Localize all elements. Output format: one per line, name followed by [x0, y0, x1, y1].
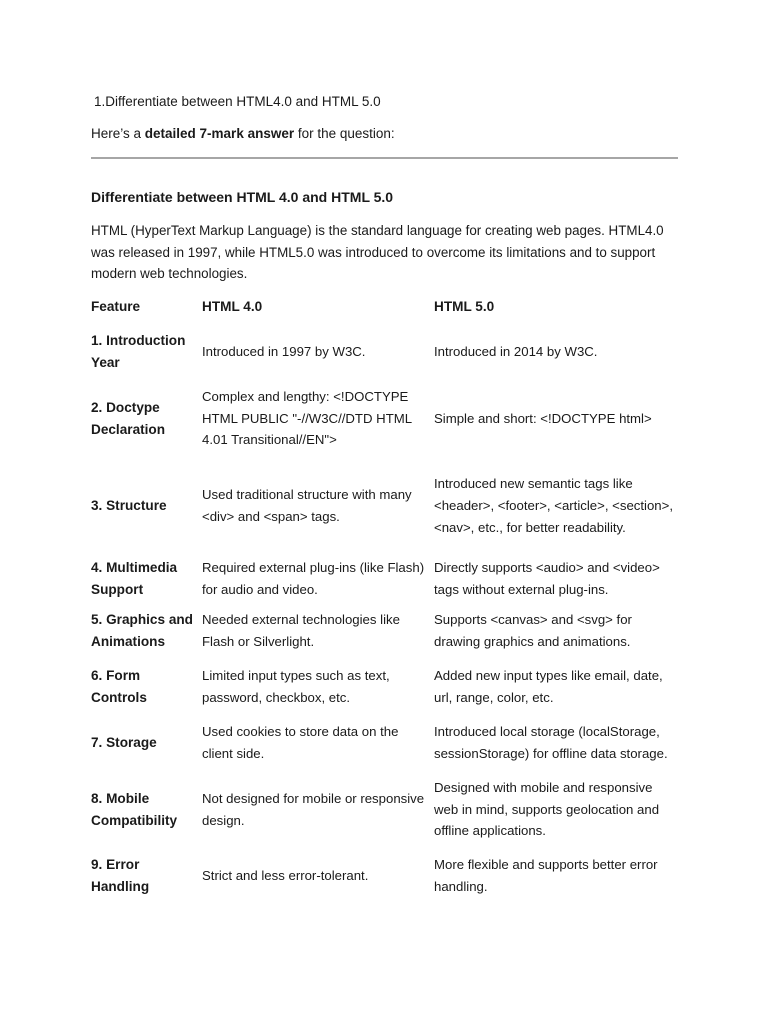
table-row — [89, 848, 681, 904]
html5-cell: Supports <canvas> and <svg> for drawing graphics and animations. — [434, 612, 632, 649]
html5-cell: Designed with mobile and responsive web in mind, supports geolocation and offline applications. — [434, 779, 660, 839]
html4-cell: Limited input types such as text, password, checkbox, etc. — [202, 668, 390, 705]
intro-line — [91, 126, 395, 141]
html5-cell: Introduced new semantic tags like <header>, <footer>, <article>, <section>, <nav>, etc., for better readability. — [434, 476, 674, 535]
html4-cell: Used cookies to store data on the client side. — [202, 724, 399, 761]
intro-prefix: Here’s a — [91, 126, 145, 141]
html5-cell: Added new input types like email, date, url, range, color, etc. — [434, 668, 663, 705]
feature-cell: 6. Form Controls — [91, 668, 147, 705]
section-heading: Differentiate between HTML 4.0 and HTML 5.0 — [91, 189, 394, 205]
html4-cell: Required external plug-ins (like Flash) for audio and video. — [202, 560, 425, 597]
comparison-table — [89, 290, 681, 904]
feature-cell: 7. Storage — [91, 735, 157, 751]
html5-cell: Introduced in 2014 by W3C. — [434, 344, 598, 360]
feature-cell: 2. Doctype Declaration — [91, 399, 166, 437]
table-row — [89, 771, 681, 848]
table-row — [89, 715, 681, 771]
html4-cell: Needed external technologies like Flash or Silverlight. — [202, 612, 400, 649]
table-row — [89, 659, 681, 715]
html4-cell: Strict and less error-tolerant. — [202, 868, 369, 884]
table-row — [89, 457, 681, 555]
feature-cell: 1. Introduction Year — [91, 333, 186, 370]
question-text: 1.Differentiate between HTML4.0 and HTML 5.0 — [94, 94, 381, 109]
feature-cell: 9. Error Handling — [91, 857, 150, 894]
feature-cell: 5. Graphics and Animations — [91, 612, 193, 649]
html5-cell: More flexible and supports better error handling. — [434, 857, 658, 894]
html4-cell: Complex and lengthy: <!DOCTYPE HTML PUBLIC "-//W3C//DTD HTML 4.01 Transitional//EN"> — [202, 388, 412, 448]
table-row — [89, 324, 681, 380]
table-header-row — [89, 290, 681, 324]
intro-paragraph: HTML (HyperText Markup Language) is the standard language for creating web pages. HTML4.0 was released in 1997, while HTML5.0 was introduced to overcome its limitations and to support modern web technologies. — [91, 223, 664, 282]
table-row — [89, 380, 681, 457]
table-row — [89, 555, 681, 603]
html4-cell: Introduced in 1997 by W3C. — [202, 344, 366, 360]
horizontal-rule — [91, 157, 678, 159]
header-feature: Feature — [91, 299, 141, 315]
feature-cell: 4. Multimedia Support — [91, 560, 178, 597]
html4-cell: Not designed for mobile or responsive design. — [202, 790, 425, 828]
intro-bold: detailed 7-mark answer — [144, 126, 295, 141]
header-html5: HTML 5.0 — [434, 299, 495, 315]
feature-cell: 8. Mobile Compatibility — [91, 790, 178, 828]
feature-cell: 3. Structure — [91, 498, 167, 514]
html5-cell: Simple and short: <!DOCTYPE html> — [434, 410, 652, 426]
html4-cell: Used traditional structure with many <div> and <span> tags. — [202, 487, 412, 524]
html5-cell: Directly supports <audio> and <video> tags without external plug-ins. — [434, 560, 660, 597]
html5-cell: Introduced local storage (localStorage, sessionStorage) for offline data storage. — [434, 724, 668, 761]
table-row — [89, 603, 681, 659]
intro-suffix: for the question: — [294, 126, 395, 141]
header-html4: HTML 4.0 — [202, 299, 263, 315]
